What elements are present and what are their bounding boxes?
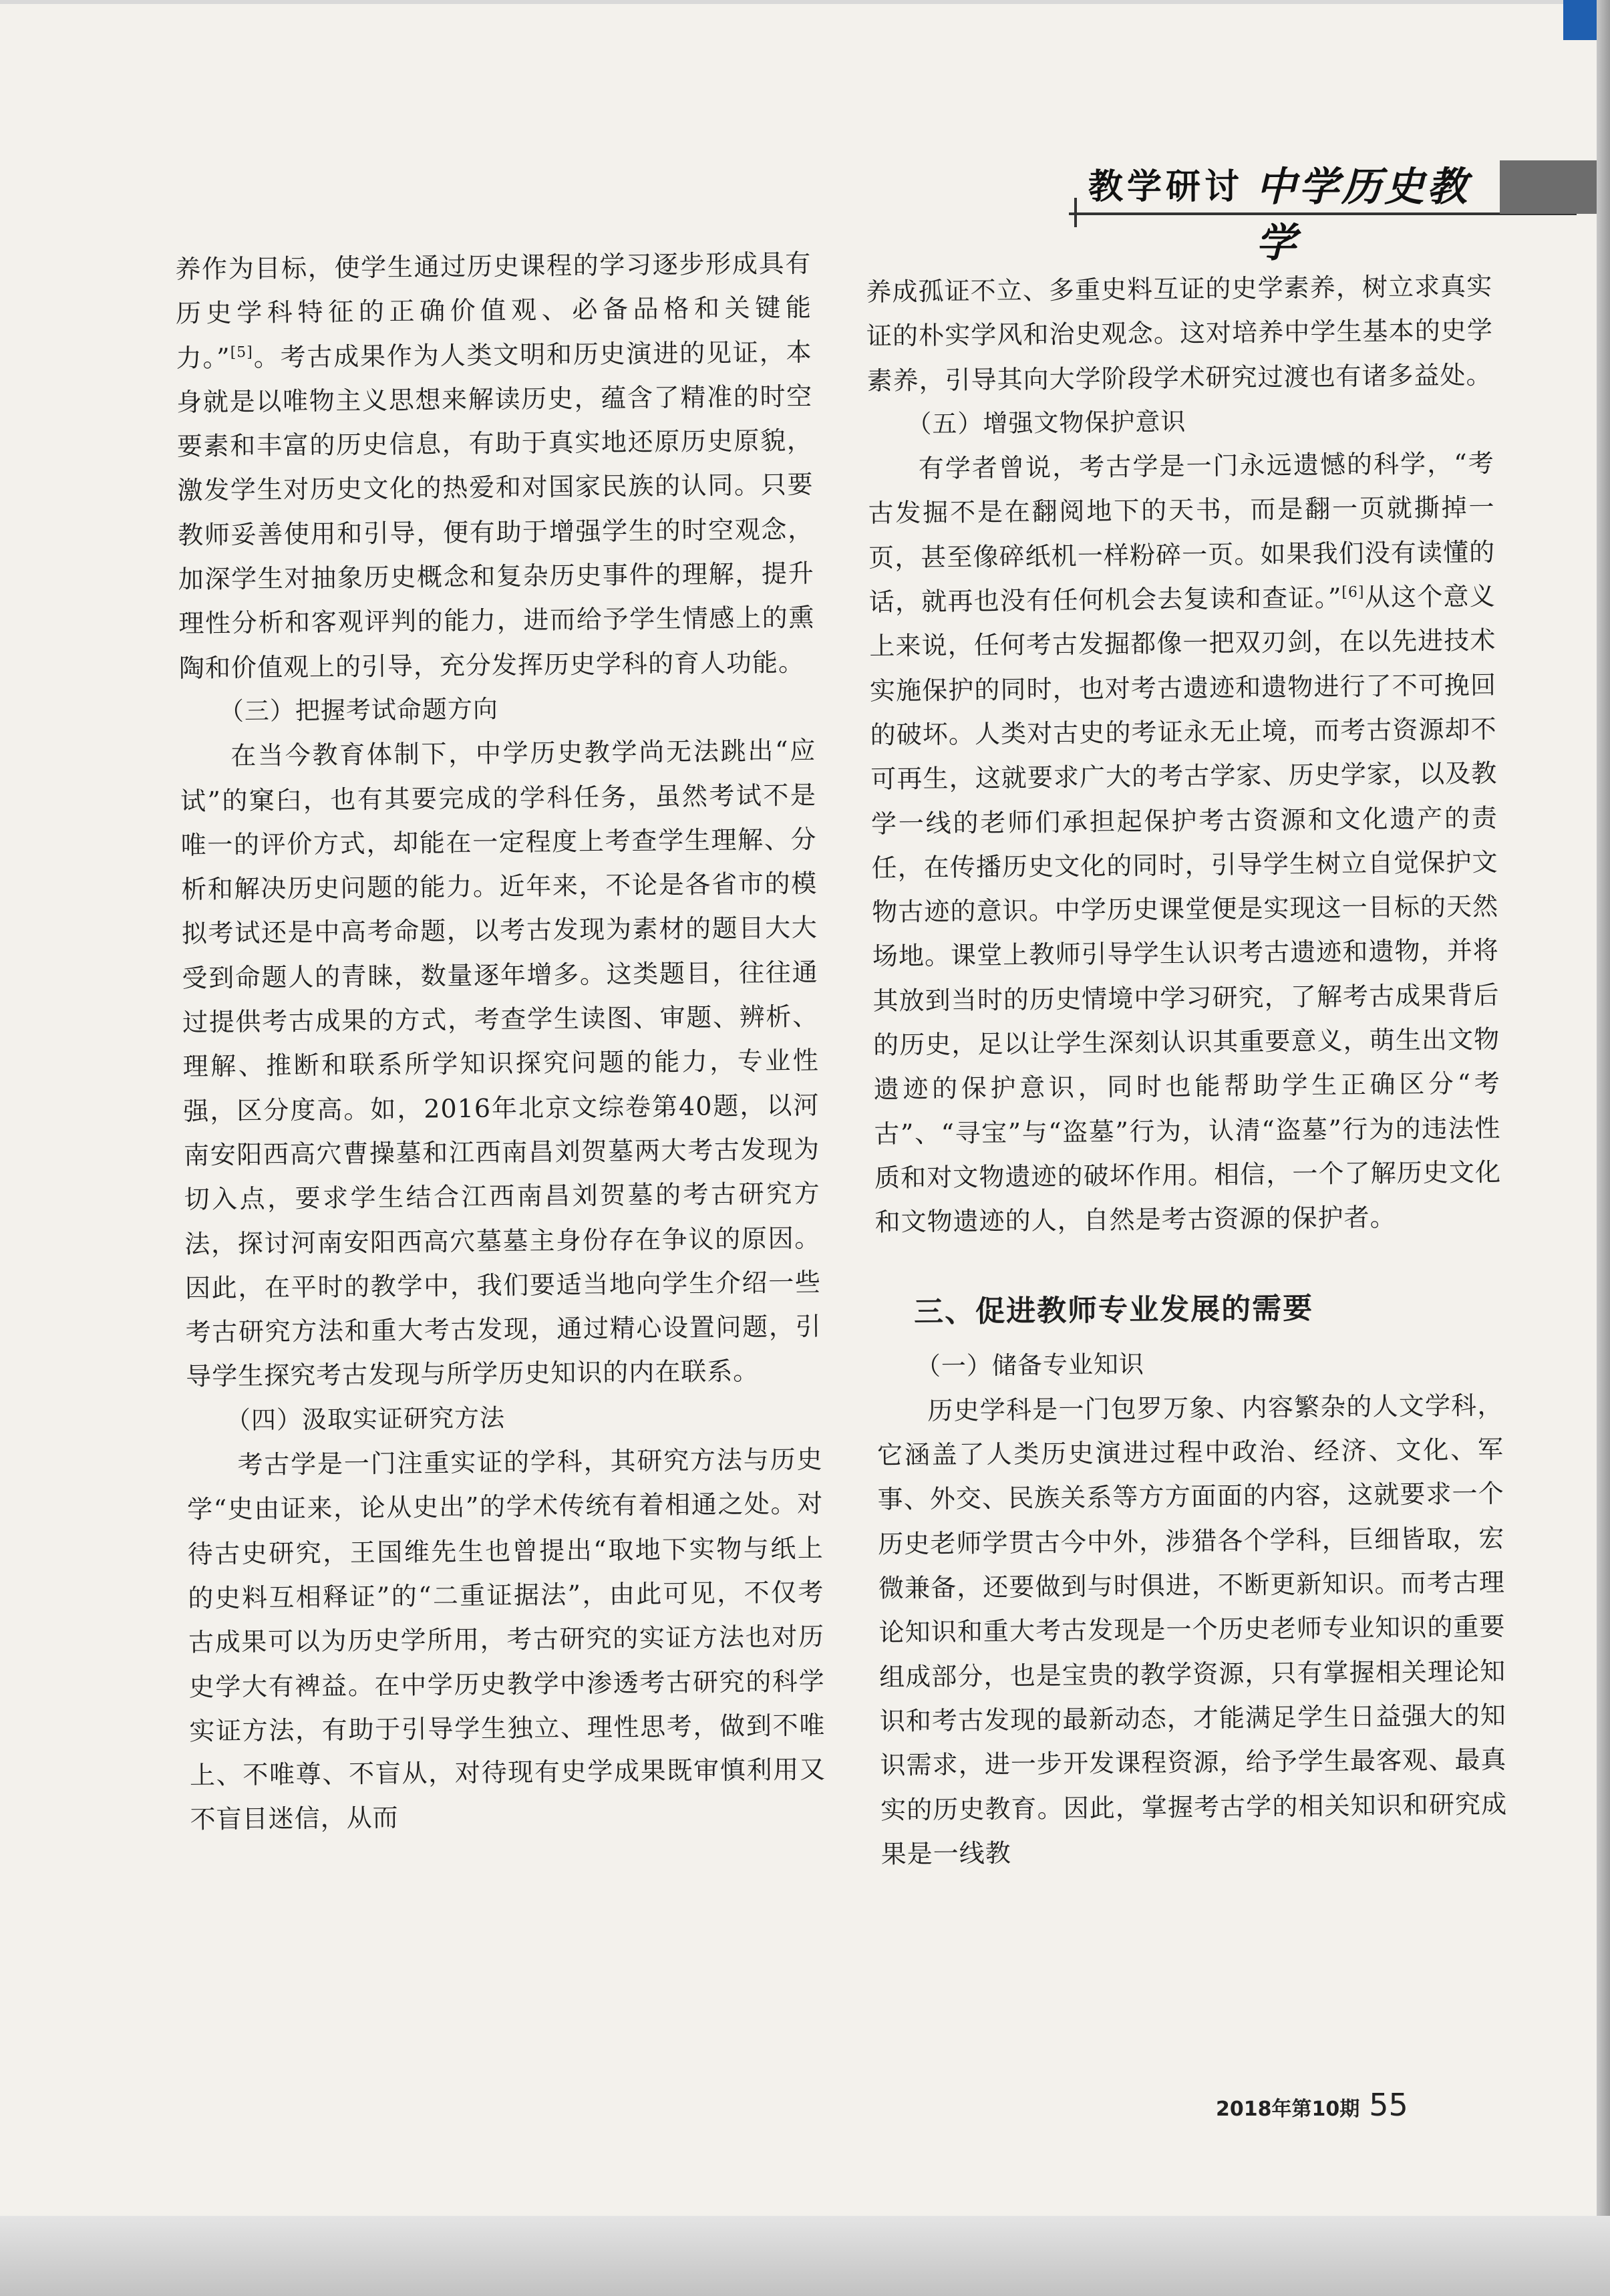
issue-label: 2018年第10期 bbox=[1216, 2098, 1360, 2121]
section-heading: 三、促进教师专业发展的需要 bbox=[913, 1291, 1314, 1329]
citation: [6] bbox=[1341, 583, 1365, 601]
right-column bbox=[866, 264, 1508, 1876]
subheading: （五）增强文物保护意识 bbox=[907, 407, 1186, 439]
paragraph: 考古学是一门注重实证的学科，其研究方法与历史学“史由证来，论从史出”的学术传统有着相通之处。对待古史研究，王国维先生也曾提出“取地下实物与纸上的史料互相释证”的“二重证据法”，由此可见，不仅考古成果可以为历史学所用，考古研究的实证方法也对历史学大有裨益。在中学历史教学中渗透考古研究的科学实证方法，有助于引导学生独立、理性思考，做到不唯上、不唯尊、不盲从，对待现有史学成果既审慎利用又不盲目迷信，从而 bbox=[186, 1444, 826, 1835]
scan-right-edge bbox=[1597, 0, 1610, 2296]
page-number: 55 bbox=[1369, 2087, 1408, 2123]
subheading: （三）把握考试命题方向 bbox=[218, 694, 499, 726]
paragraph bbox=[868, 441, 1502, 1244]
text: 。考古成果作为人类文明和历史演进的见证，本身就是以唯物主义思想来解读历史，蕴含了精准的时空要素和丰富的历史信息，有助于真实地还原历史原貌，激发学生对历史文化的热爱和对国家民族的认同。只要教师妥善使用和引导，便有助于增强学生的时空观念，加深学生对抽象历史概念和复杂历史事件的理解，提升理性分析和客观评判的能力，进而给予学生情感上的熏陶和价值观上的引导，充分发挥历史学科的育人功能。 bbox=[176, 337, 815, 683]
citation: [5] bbox=[230, 343, 253, 361]
text: 养作为目标，使学生通过历史课程的学习逐步形成具有历史学科特征的正确价值观、必备品格和关键能力。” bbox=[175, 248, 812, 373]
journal-title: 中学历史教学 bbox=[1256, 164, 1470, 267]
paragraph: 在当今教育体制下，中学历史教学尚无法跳出“应试”的窠臼，也有其要完成的学科任务，虽然考试不是唯一的评价方式，却能在一定程度上考查学生理解、分析和解决历史问题的能力。近年来，不论是各省市的模拟考试还是中高考命题，以考古发现为素材的题目大大受到命题人的青睐，数量逐年增多。这类题目，往往通过提供考古成果的方式，考查学生读图、审题、辨析、理解、推断和联系所学知识探究问题的能力，专业性强，区分度高。如，2016年北京文综卷第40题，以河南安阳西高穴曹操墓和江西南昌刘贺墓两大考古发现为切入点，要求学生结合江西南昌刘贺墓的考古研究方法，探讨河南安阳西高穴墓墓主身份存在争议的原因。因此，在平时的教学中，我们要适当地向学生介绍一些考古研究方法和重大考古发现，通过精心设置问题，引导学生探究考古发现与所学历史知识的内在联系。 bbox=[180, 736, 822, 1392]
paragraph bbox=[175, 241, 815, 690]
subheading: （一）储备专业知识 bbox=[915, 1349, 1145, 1381]
paragraph: 养成孤证不立、多重史料互证的史学素养，树立求真实证的朴实学风和治史观念。这对培养中学生基本的史学素养，引导其向大学阶段学术研究过渡也有诸多益处。 bbox=[866, 271, 1494, 396]
section-gap bbox=[875, 1238, 1502, 1280]
subheading: （四）汲取实证研究方法 bbox=[225, 1403, 506, 1435]
scan-bottom-edge bbox=[0, 2216, 1610, 2296]
text: 有学者曾说，考古学是一门永远遗憾的科学，“考古发掘不是在翻阅地下的天书，而是翻一页就撕掉一页，甚至像碎纸机一样粉碎一页。如果我们没有读懂的话，就再也没有任何机会去复读和查证。” bbox=[868, 448, 1496, 617]
section-label: 教学研讨 bbox=[1088, 167, 1243, 207]
paragraph: 历史学科是一门包罗万象、内容繁杂的人文学科，它涵盖了人类历史演进过程中政治、经济、文化、军事、外交、民族关系等方方面面的内容，这就要求一个历史老师学贯古今中外，涉猎各个学科，巨细皆取，宏微兼备，还要做到与时俱进，不断更新知识。而考古理论知识和重大考古发现是一个历史老师专业知识的重要组成部分，也是宝贵的教学资源，只有掌握相关理论知识和考古发现的最新动态，才能满足学生日益强大的知识需求，进一步开发课程资源，给予学生最客观、最真实的历史教育。因此，掌握考古学的相关知识和研究成果是一线教 bbox=[876, 1390, 1508, 1869]
left-column bbox=[175, 241, 826, 1842]
text: 从这个意义上来说，任何考古发掘都像一把双刃剑，在以先进技术实施保护的同时，也对考古遗迹和遗物进行了不可挽回的破坏。人类对古史的考证永无止境，而考古资源却不可再生，这就要求广大的考古学家、历史学家，以及教学一线的老师们承担起保护考古资源和文化遗产的责任，在传播历史文化的同时，引导学生树立自觉保护文物古迹的意识。中学历史课堂便是实现这一目标的天然场地。课堂上教师引导学生认识考古遗迹和遗物，并将其放到当时的历史情境中学习研究，了解考古成果背后的历史，足以让学生深刻认识其重要意义，萌生出文物遗迹的保护意识，同时也能帮助学生正确区分“考古”、“寻宝”与“盗墓”行为，认清“盗墓”行为的违法性质和对文物遗迹的破坏作用。相信，一个了解历史文化和文物遗迹的人，自然是考古资源的保护者。 bbox=[869, 581, 1502, 1238]
page-footer bbox=[1216, 2082, 1430, 2128]
header-gray-band bbox=[1500, 160, 1597, 214]
scan-top-edge bbox=[0, 0, 1610, 4]
